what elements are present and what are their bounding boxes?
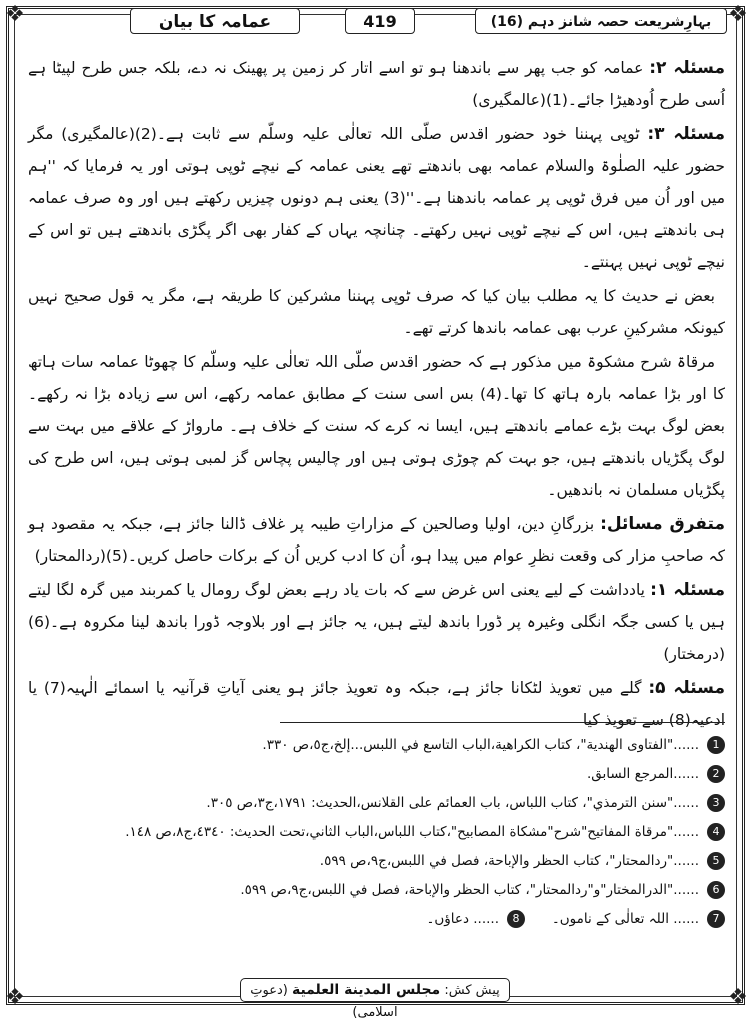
masala-label: مسئلہ ۳: — [647, 124, 725, 144]
paragraph-text: گلے میں تعویذ لٹکانا جائز ہے، جبکہ وہ تعویذ جائز ہو یعنی آیاتِ قرآنیہ یا اسمائے الٰہیہ(7) یا ادعیہ(8) سے تعویذ کیا — [28, 679, 725, 729]
masala-label: مسئلہ ۲: — [649, 58, 725, 78]
footer-suffix: (دعوتِ اسلامی) — [250, 983, 398, 1020]
paragraph-text: بعض نے حدیث کا یہ مطلب بیان کیا کہ صرف ٹوپی پہننا مشرکین کا طریقہ ہے، مگر یہ قول صحیح نہیں کیونکہ مشرکینِ عرب بھی عمامہ باندھا کرتے تھے۔ — [28, 287, 725, 337]
footnote-number: 6 — [707, 881, 725, 899]
footnote-number: 5 — [707, 852, 725, 870]
footnote-item — [28, 790, 725, 819]
footnote-divider — [280, 722, 725, 723]
masala-label: مسئلہ ۵: — [648, 678, 725, 698]
publisher-footer — [240, 978, 510, 1020]
main-text — [28, 52, 725, 738]
footnote-text: ......"سنن الترمذي"، كتاب اللباس، باب العمائم على القلانس،الحديث: ١٧٩١،ج٣،ص ٣٠٥. — [206, 795, 699, 811]
footnote-item — [28, 848, 725, 877]
footnote-text: ...... اللہ تعالٰی کے ناموں۔ — [551, 911, 699, 927]
corner-ornament-icon: ❖ — [5, 2, 25, 27]
footnotes — [28, 732, 725, 935]
paragraph-text: مرقاۃ شرح مشکوۃ میں مذکور ہے کہ حضور اقدس صلّی اللہ تعالٰی علیہ وسلّم کا چھوٹا عمامہ سات ہاتھ کا اور بڑا عمامہ بارہ ہاتھ کا تھا۔(4) بس اسی سنت کے مطابق عمامہ رکھے، اس سے زیادہ بڑا نہ رکھے۔ بعض لوگ بہت بڑے عمامے باندھتے ہیں، ایسا نہ کرے کہ سنت کے خلاف ہے۔ مارواڑ کے علاقے میں بہت سے لوگ پگڑیاں باندھتے ہیں، جو بہت کم چوڑی ہوتی ہیں اور چالیس پچاس گز لمبی ہوتی ہیں، اس طرح کی پگڑیاں مسلمان نہ باندھیں۔ — [28, 353, 725, 499]
paragraph-text: عمامہ کو جب پھر سے باندھنا ہو تو اسے اتار کر زمین پر پھینک نہ دے، بلکہ جس طرح لپیٹا ہے اُسی طرح اُودھیڑا جائے۔(1)(عالمگیری) — [28, 59, 725, 109]
paragraph-hadith-meaning — [28, 280, 725, 344]
footnote-item — [426, 906, 525, 932]
paragraph-mutafarriq — [28, 508, 725, 572]
corner-ornament-icon: ❖ — [728, 2, 748, 27]
paragraph-masala-2 — [28, 52, 725, 116]
footnote-item — [28, 761, 725, 790]
footnote-number: 3 — [707, 794, 725, 812]
footnote-text: ......"مرقاة المفاتيح"شرح"مشكاة المصابيح"،كتاب اللباس،الباب الثاني،تحت الحديث: ٤٣٤٠،ج٨،ص ١٤٨. — [125, 824, 699, 840]
paragraph-text: ٹوپی پہننا خود حضور اقدس صلّی اللہ تعالٰی علیہ وسلّم سے ثابت ہے۔(2)(عالمگیری) مگر حضور علیہ الصلٰوۃ والسلام عمامہ بھی باندھتے تھے یعنی عمامہ کے نیچے ٹوپی ہوتی اور یہ فرمایا کہ ''ہم میں اور اُن میں فرق ٹوپی پر عمامہ باندھنا ہے۔''(3) یعنی ہم دونوں چیزیں رکھتے ہیں اور وہ صرف عمامہ ہی باندھتے ہیں، اس کے نیچے ٹوپی نہیں رکھتے۔ چنانچہ یہاں کے کفار بھی اگر پگڑی باندھتے ہیں تو اس کے نیچے ٹوپی نہیں پہنتے۔ — [28, 125, 726, 271]
book-title: بہارِشریعت حصہ شانز دہم (16) — [475, 8, 727, 34]
chapter-title: عمامہ کا بیان — [130, 8, 300, 34]
footnote-item — [28, 877, 725, 906]
footnote-item — [28, 732, 725, 761]
paragraph-masala-1 — [28, 574, 725, 670]
paragraph-text: بزرگانِ دین، اولیا وصالحین کے مزاراتِ طیبہ پر غلاف ڈالنا جائز ہے، جبکہ یہ مقصود ہو کہ صاحبِ مزار کی وقعت نظرِ عوام میں پیدا ہو، اُن کا ادب کریں اُن کے برکات حاصل کریں۔(5)(ردالمحتار) — [28, 515, 725, 565]
footnote-number: 8 — [507, 910, 525, 928]
corner-ornament-icon: ❖ — [5, 985, 25, 1010]
footnote-item — [28, 819, 725, 848]
footnote-text: ...... دعاؤں۔ — [426, 911, 499, 927]
masala-label: مسئلہ ۱: — [650, 580, 725, 600]
footnote-text: ......"الفتاوى الهندية"، كتاب الكراهية،الباب التاسع في اللبس...إلخ،ج٥،ص ٣٣٠. — [262, 737, 699, 753]
footnote-row — [28, 906, 725, 935]
footnote-number: 7 — [707, 910, 725, 928]
footnote-text: ......المرجع السابق. — [586, 766, 699, 782]
footer-prefix: پیش کش: — [444, 983, 500, 998]
page-number: 419 — [345, 8, 415, 34]
footnote-number: 4 — [707, 823, 725, 841]
footnote-text: ......"الدرالمختار"و"ردالمحتار"، كتاب الحظر والإباحة، فصل في اللبس،ج٩،ص ٥٩٩. — [240, 882, 699, 898]
footnote-item — [552, 906, 725, 932]
paragraph-text: یادداشت کے لیے یعنی اس غرض سے کہ بات یاد رہے بعض لوگ رومال یا کمربند میں گرہ لگا لیتے ہیں یا کسی جگہ انگلی وغیرہ پر ڈورا باندھ لیتے ہیں، یہ جائز ہے اور بلاوجہ ڈورا باندھ لینا مکروہ ہے۔(6)(درمختار) — [28, 581, 725, 663]
footnote-number: 2 — [707, 765, 725, 783]
section-label: متفرق مسائل: — [600, 514, 725, 534]
footnote-number: 1 — [707, 736, 725, 754]
paragraph-masala-5 — [28, 672, 725, 736]
paragraph-masala-3 — [28, 118, 725, 278]
page-header — [20, 8, 732, 36]
footnote-text: ......"ردالمحتار"، كتاب الحظر والإباحة، فصل في اللبس،ج٩،ص ٥٩٩. — [319, 853, 699, 869]
paragraph-mirqat — [28, 346, 725, 506]
footer-org: مجلس المدينة العلمية — [291, 982, 441, 998]
corner-ornament-icon: ❖ — [728, 985, 748, 1010]
